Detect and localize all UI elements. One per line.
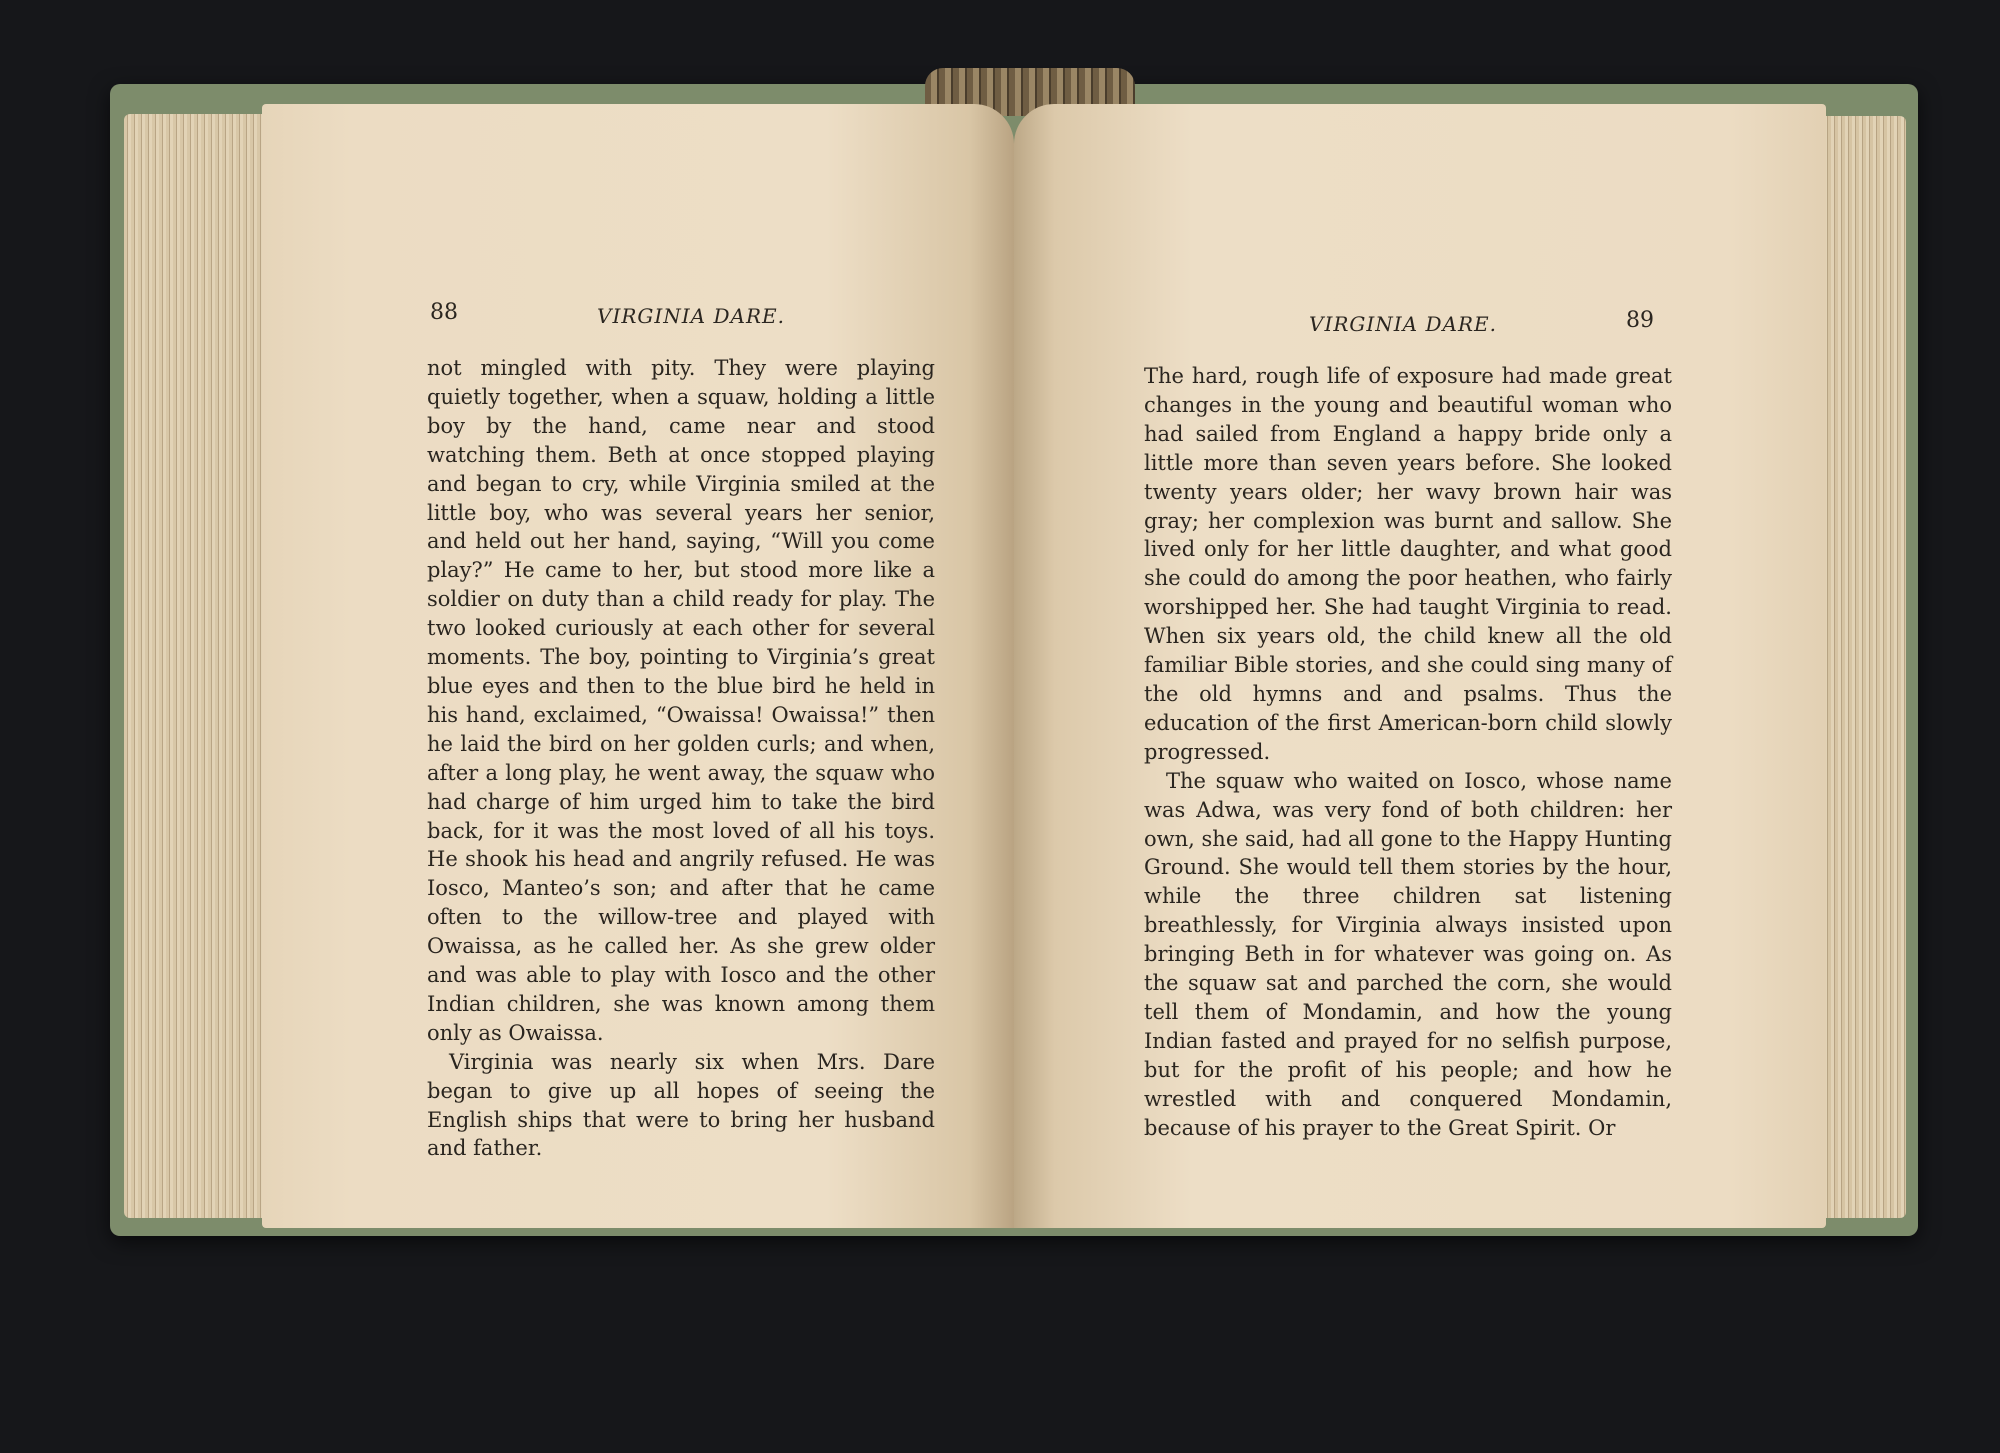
paragraph: The squaw who waited on Iosco, whose name was Adwa, was very fond of both children: her own, she said, had all gone to the Happy Hunting Ground. She would tell them stories by the hour, while the three children sat listening breathlessly, for Virginia always insisted upon bringing Beth in for whatever was going on. As the squaw sat and parched the corn, she would tell them of Mondamin, and how the young Indian fasted and prayed for no selfish purpose, but for the profit of his people; and how he wrestled with and conquered Mondamin, because of his prayer to the Great Spirit. Or <box>1144 768 1672 1140</box>
page-number: 89 <box>1626 308 1654 333</box>
text-block <box>1144 362 1672 1142</box>
text-block <box>427 354 935 1163</box>
paragraph: not mingled with pity. They were playing quietly together, when a squaw, holding a little boy by the hand, came near and stood watching them. Beth at once stopped playing and began to cry, while Virginia smiled at the little boy, who was several years her senior, and held out her hand, saying, “Will you come play?” He came to her, but stood more like a soldier on duty than a child ready for play. The two looked curiously at each other for several moments. The boy, pointing to Virginia’s great blue eyes and then to the blue bird he held in his hand, exclaimed, “Owaissa! Owaissa!” then he laid the bird on her golden curls; and when, after a long play, he went away, the squaw who had charge of him urged him to take the bird back, for it was the most loved of all his toys. He shook his head and angrily refused. He was Iosco, Manteo’s son; and after that he came often to the willow-tree and played with Owaissa, as he called her. As she grew older and was able to play with Iosco and the other Indian children, she was known among them only as Owaissa. <box>427 356 935 1045</box>
paragraph: Virginia was nearly six when Mrs. Dare began to give up all hopes of seeing the English ships that were to bring her husband and father. <box>427 1049 935 1161</box>
running-head: VIRGINIA DARE. <box>597 304 785 328</box>
page-number: 88 <box>430 300 458 325</box>
page-edges-left <box>124 114 274 1218</box>
left-page <box>262 104 1014 1228</box>
running-head: VIRGINIA DARE. <box>1309 312 1497 336</box>
paragraph: The hard, rough life of exposure had made great changes in the young and beautiful woman who had sailed from England a happy bride only a little more than seven years before. She looked twenty years older; her wavy brown hair was gray; her complexion was burnt and sallow. She lived only for her little daughter, and what good she could do among the poor heathen, who fairly worshipped her. She had taught Virginia to read. When six years old, the child knew all the old familiar Bible stories, and she could sing many of the old hymns and and psalms. Thus the education of the first American-born child slowly progressed. <box>1144 364 1672 764</box>
right-page <box>1014 104 1826 1228</box>
